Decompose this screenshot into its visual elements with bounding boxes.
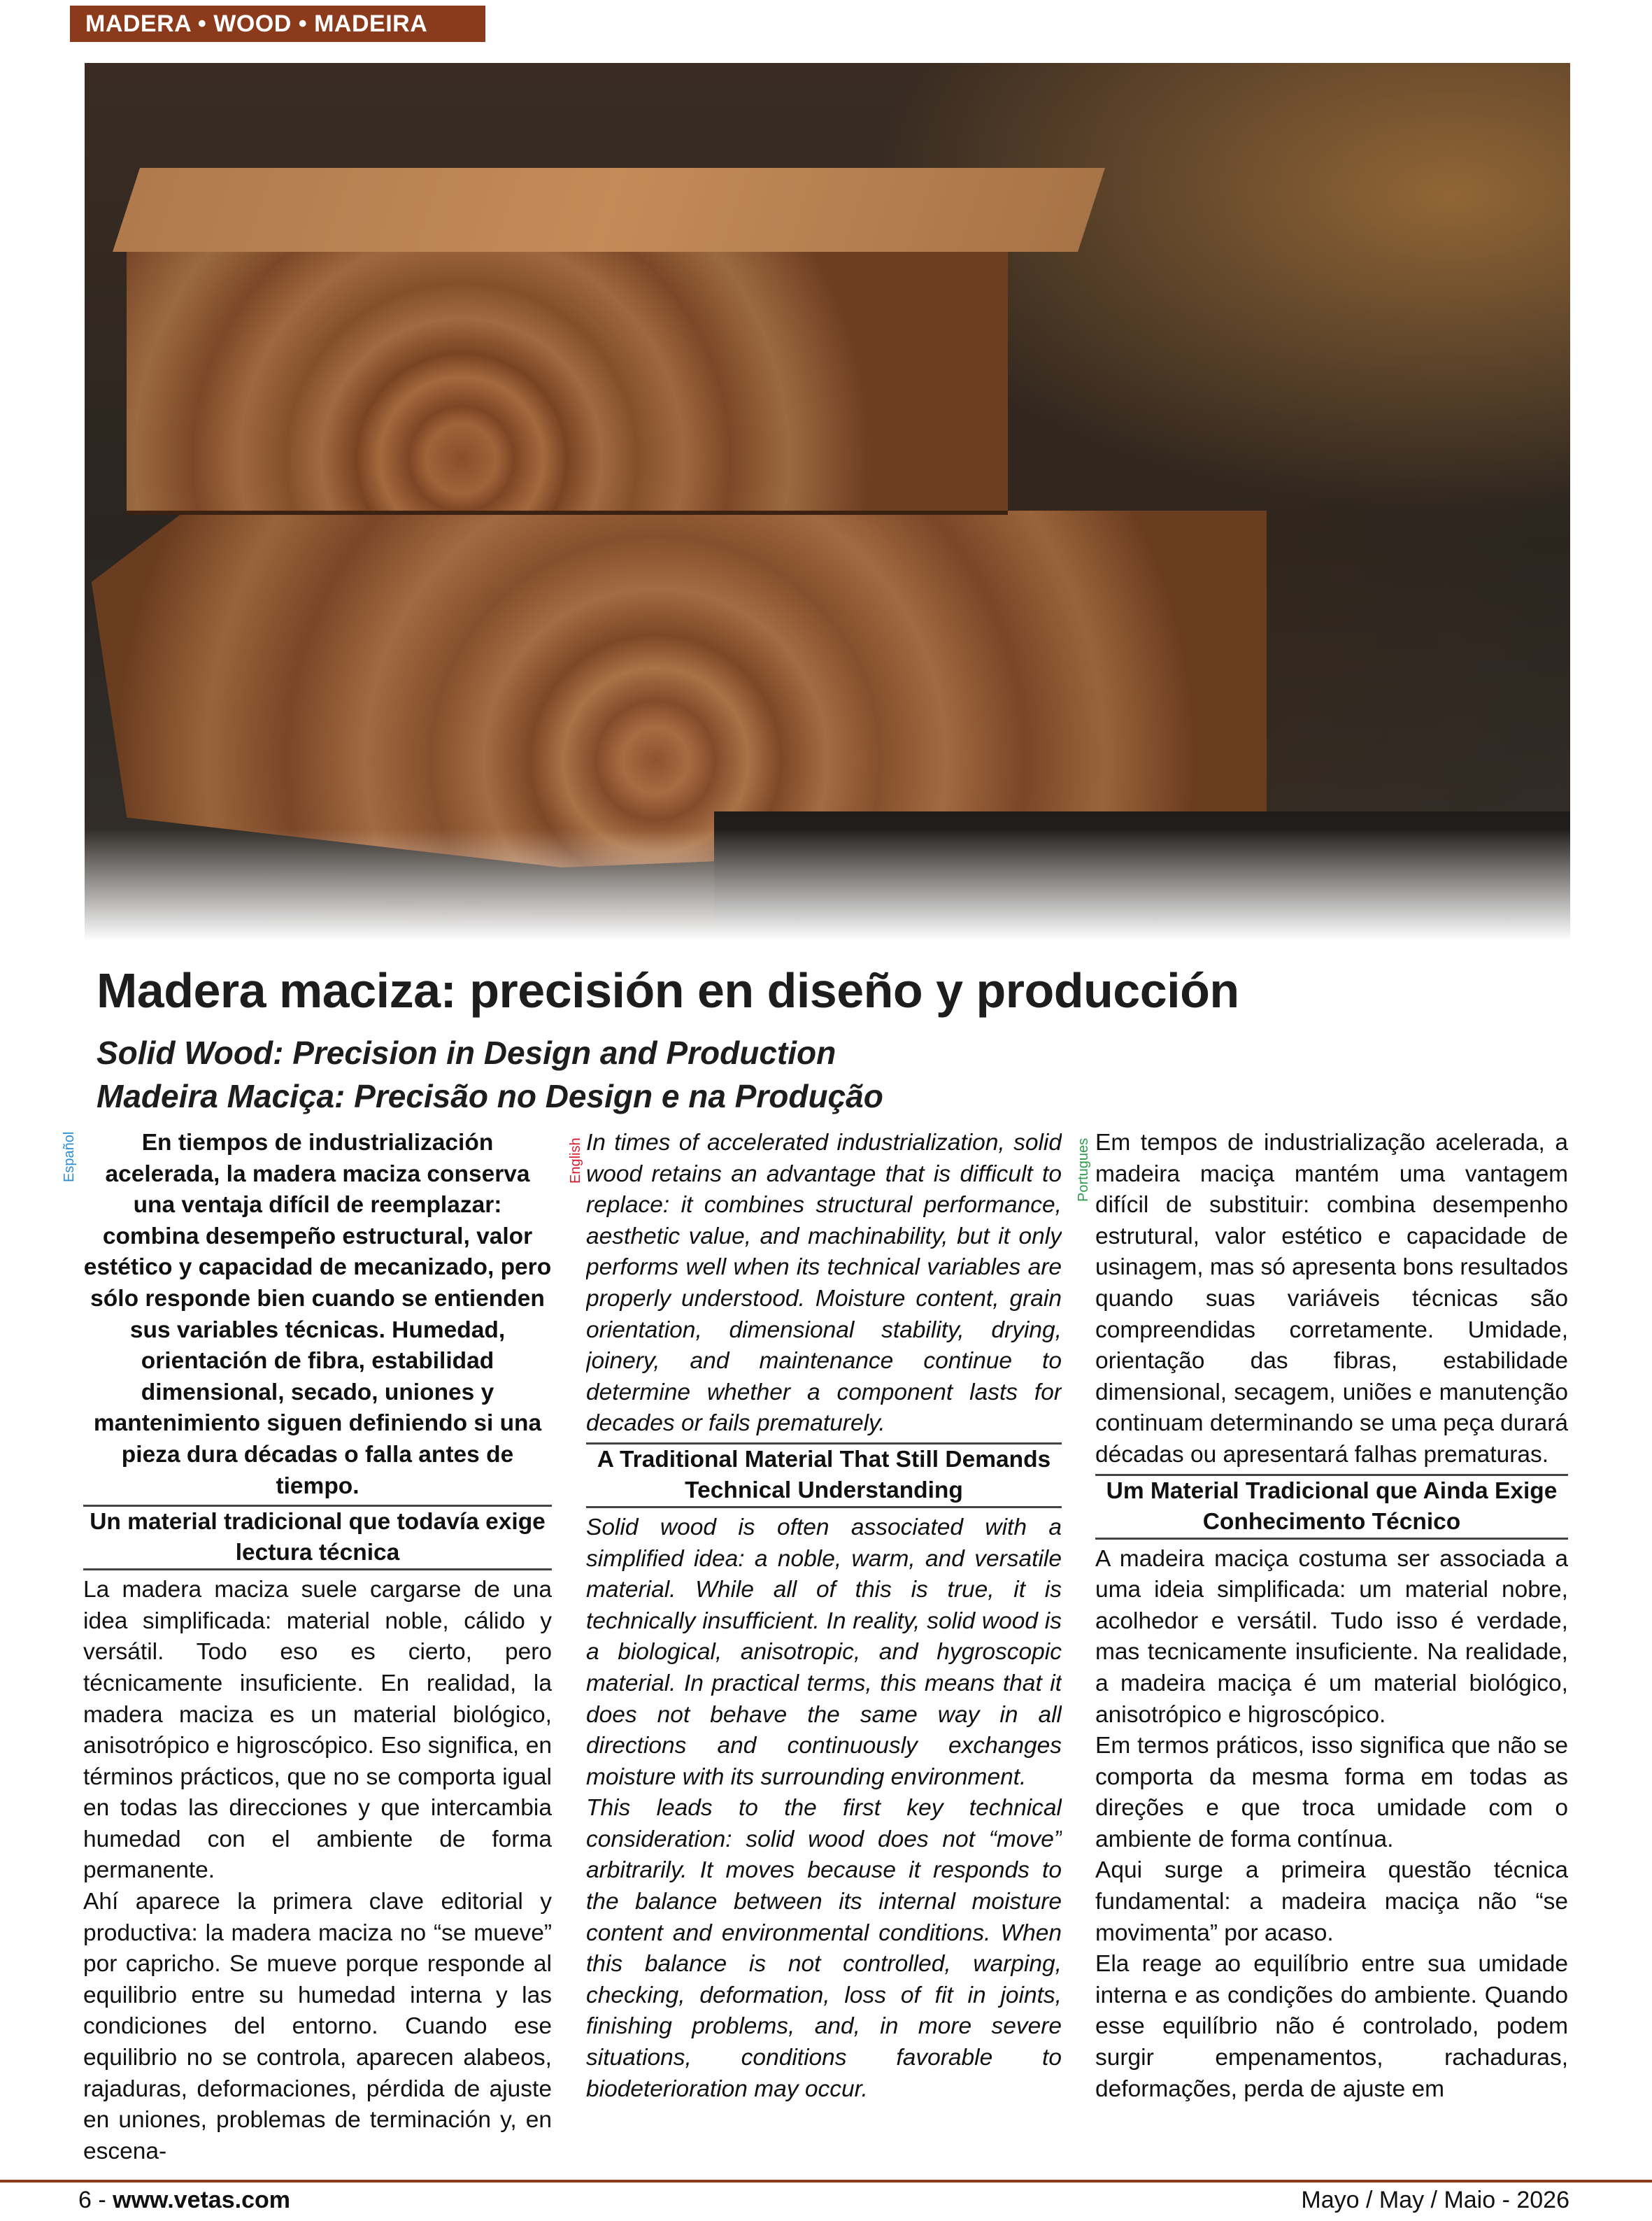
article-subtitle-portuguese: Madeira Maciça: Precisão no Design e na Produção bbox=[97, 1078, 883, 1114]
language-tag-english: English bbox=[568, 1137, 583, 1184]
english-paragraph: Solid wood is often associated with a simplified idea: a noble, warm, and versatile material. While all of this is true, it is technically insufficient. In reality, solid wood is a biological, anisotropic, and hygroscopic material. In practical terms, this means that it does not behave the same way in all directions and continuously exchanges moisture with its surrounding environment. bbox=[586, 1514, 1062, 1790]
footer-page-info bbox=[78, 2187, 290, 2214]
english-column bbox=[586, 1128, 1062, 2173]
portuguese-paragraph: Aqui surge a primeira questão técnica fundamental: a madeira maciça não “se movimenta” por acaso. bbox=[1095, 1857, 1568, 1946]
spanish-column bbox=[83, 1128, 552, 2173]
footer-rule bbox=[0, 2180, 1652, 2183]
english-subheading: A Traditional Material That Still Demands Technical Understanding bbox=[586, 1442, 1062, 1508]
portuguese-paragraph: A madeira maciça costuma ser associada a uma ideia simplificada: um material nobre, acolhedor e versátil. Tudo isso é verdade, mas tecnicamente insuficiente. Na realidade, a madeira maciça é um material biológico, anisotrópico e higroscópico. bbox=[1095, 1545, 1568, 1728]
portuguese-lead: Em tempos de industrialização acelerada, a madeira maciça mantém uma vantagem difícil de substituir: combina desempenho estrutural, valor estético e capacidade de usinagem, mas só apresenta bons resultados quando suas variáveis técnicas são compreendidas corretamente. Umidade, orientação das fibras, estabilidade dimensional, secagem, uniões e manutenção continuam determinando se uma peça durará décadas ou apresentará falhas prematuras. bbox=[1095, 1130, 1568, 1468]
language-tag-portuguese: Portugues bbox=[1076, 1137, 1091, 1202]
hero-photo-wood-slabs bbox=[85, 63, 1570, 941]
upper-wood-slab bbox=[127, 252, 1008, 515]
spanish-lead: En tiempos de industrialización acelerada, la madera maciza conserva una ventaja difícil de reemplazar: combina desempeño estructural, valor estético y capacidad de mecanizado, pero sólo responde bien cuando se entienden sus variables técnicas. Humedad, orientación de fibra, estabilidad dimensional, secado, uniones y mantenimiento siguen definiendo si una pieza dura décadas o falla antes de tiempo. bbox=[83, 1130, 552, 1499]
portuguese-column bbox=[1095, 1128, 1568, 2173]
english-paragraph: This leads to the first key technical consideration: solid wood does not “move” arbitrarily. It moves because it responds to the balance between its internal moisture content and environmental conditions. When this balance is not controlled, warping, checking, deformation, loss of fit in joints, finishing problems, and, in more severe situations, conditions favorable to biodeterioration may occur. bbox=[586, 1795, 1062, 2102]
portuguese-paragraph: Em termos práticos, isso significa que não se comporta da mesma forma em todas as direções e que troca umidade com o ambiente de forma contínua. bbox=[1095, 1733, 1568, 1852]
english-lead: In times of accelerated industrialization, solid wood retains an advantage that is difficult to replace: it combines structural performance, aesthetic value, and machinability, but it only performs well when its technical variables are properly understood. Moisture content, grain orientation, dimensional stability, drying, joinery, and maintenance continue to determine whether a component lasts for decades or fails prematurely. bbox=[586, 1130, 1062, 1437]
upper-slab-top-face bbox=[113, 168, 1105, 252]
page-number: 6 - bbox=[78, 2187, 106, 2213]
photo-fade bbox=[85, 829, 1570, 941]
portuguese-subheading: Um Material Tradicional que Ainda Exige Conhecimento Técnico bbox=[1095, 1474, 1568, 1540]
article-title: Madera maciza: precisión en diseño y producción bbox=[97, 963, 1239, 1018]
spanish-paragraph: Ahí aparece la primera clave editorial y productiva: la madera maciza no “se mueve” por capricho. Se mueve porque responde al equilibrio entre su humedad interna y las condiciones del entorno. Cuando ese equilibrio no se controla, aparecen alabeos, rajaduras, deformaciones, pérdida de ajuste en uniones, problemas de terminación y, en escena- bbox=[83, 1889, 552, 2164]
language-tag-spanish: Español bbox=[62, 1131, 77, 1182]
section-tag: MADERA • WOOD • MADEIRA bbox=[70, 6, 485, 42]
website-link[interactable]: www.vetas.com bbox=[113, 2187, 290, 2213]
spanish-paragraph: La madera maciza suele cargarse de una idea simplificada: material noble, cálido y versátil. Todo eso es cierto, pero técnicamente insuficiente. En realidad, la madera maciza es un material biológico, anisotrópico e higroscópico. Eso significa, en términos prácticos, que no se comporta igual en todas las direcciones y que intercambia humedad con el ambiente de forma permanente. bbox=[83, 1577, 552, 1884]
portuguese-paragraph: Ela reage ao equilíbrio entre sua umidade interna e as condições do ambiente. Quando esse equilíbrio não é controlado, podem surgir empenamentos, rachaduras, deformações, perda de ajuste em bbox=[1095, 1951, 1568, 2102]
spanish-subheading: Un material tradicional que todavía exige lectura técnica bbox=[83, 1505, 552, 1570]
article-subtitle-english: Solid Wood: Precision in Design and Production bbox=[97, 1035, 836, 1071]
issue-date: Mayo / May / Maio - 2026 bbox=[1301, 2187, 1569, 2213]
